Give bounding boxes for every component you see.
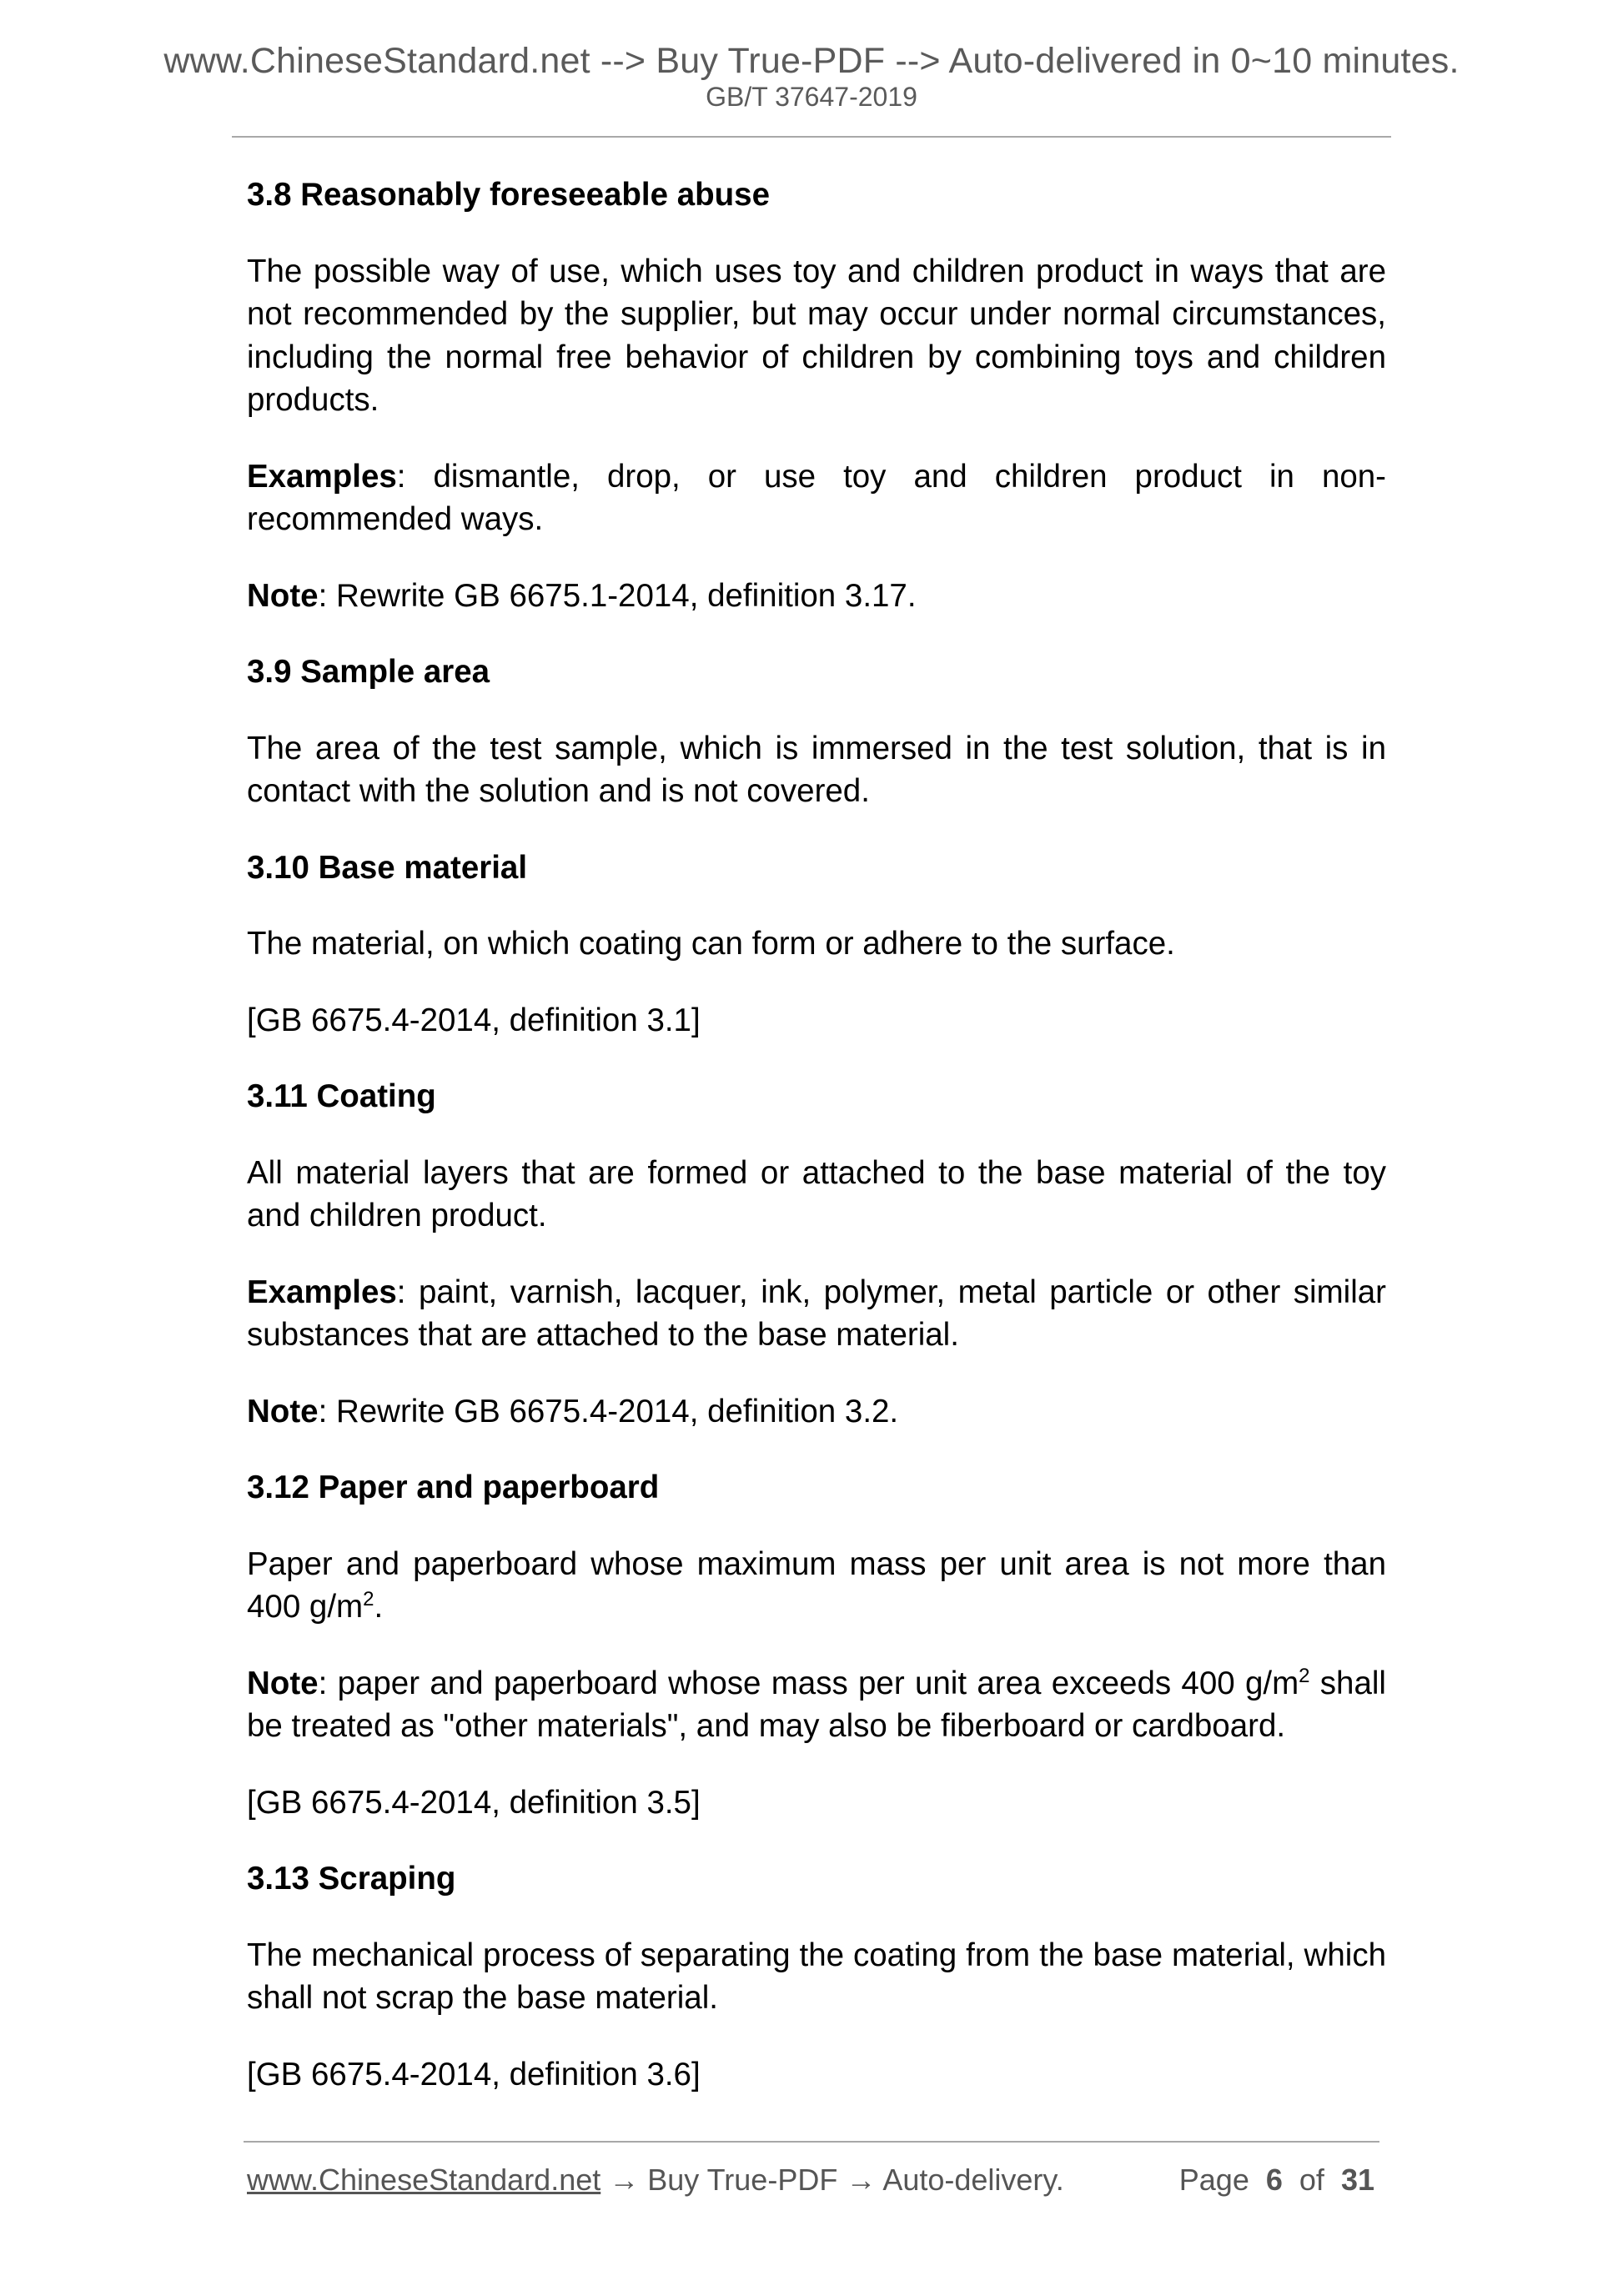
note-label: Note: [247, 577, 319, 614]
note-3-8: [247, 575, 1386, 618]
examples-3-11: [247, 1271, 1386, 1357]
section-heading-3-9: 3.9 Sample area: [247, 654, 490, 690]
note-label: Note: [247, 1393, 319, 1429]
note-text: : Rewrite GB 6675.1-2014, definition 3.17.: [318, 577, 917, 614]
footer-link[interactable]: www.ChineseStandard.net: [247, 2163, 601, 2197]
section-heading-3-8: 3.8 Reasonably foreseeable abuse: [247, 177, 770, 213]
examples-3-8: [247, 455, 1386, 541]
footer-left: [247, 2162, 1064, 2198]
reference-3-10: [GB 6675.4-2014, definition 3.1]: [247, 1002, 701, 1038]
section-heading-3-13: 3.13 Scraping: [247, 1861, 456, 1897]
page-label: Page: [1178, 2163, 1249, 2197]
definition-3-8: The possible way of use, which uses toy and children product in ways that are not recommended by the supplier, but may occur under normal circumstances, including the normal free behavior of children by combining toys and children products.: [247, 253, 1386, 418]
definition-text: Paper and paperboard whose maximum mass per unit area is not more than 400 g/m: [247, 1545, 1386, 1625]
page-indicator: [1179, 2162, 1374, 2198]
note-text-end: shall be treated as "other materials", and may also be fiberboard or cardboard.: [247, 1665, 1386, 1744]
header-divider: [232, 136, 1391, 138]
footer-trail: → Buy True-PDF → Auto-delivery.: [600, 2163, 1064, 2197]
reference-3-13: [GB 6675.4-2014, definition 3.6]: [247, 2056, 701, 2093]
document-body: [247, 173, 1386, 2129]
definition-3-10: The material, on which coating can form or adhere to the surface.: [247, 926, 1175, 962]
total-pages: 31: [1340, 2163, 1374, 2197]
examples-label: Examples: [247, 1274, 397, 1310]
section-heading-3-12: 3.12 Paper and paperboard: [247, 1470, 660, 1505]
section-heading-3-10: 3.10 Base material: [247, 849, 528, 886]
of-label: of: [1299, 2163, 1324, 2197]
definition-3-11: All material layers that are formed or attached to the base material of the toy and children product.: [247, 1154, 1386, 1233]
definition-end: .: [374, 1589, 384, 1625]
page-number: 6: [1265, 2163, 1283, 2197]
section-heading-3-11: 3.11 Coating: [247, 1078, 436, 1114]
footer-divider: [244, 2141, 1379, 2143]
examples-text: : paint, varnish, lacquer, ink, polymer, metal particle or other similar substances that are attached to the base material.: [247, 1274, 1386, 1353]
note-3-11: [247, 1390, 1386, 1434]
examples-label: Examples: [247, 458, 397, 495]
superscript: 2: [1299, 1664, 1310, 1687]
reference-3-12: [GB 6675.4-2014, definition 3.5]: [247, 1784, 701, 1821]
standard-code: GB/T 37647-2019: [706, 82, 917, 112]
definition-3-12: [247, 1543, 1386, 1629]
examples-text: : dismantle, drop, or use toy and children product in non-recommended ways.: [247, 458, 1386, 537]
note-label: Note: [247, 1665, 319, 1701]
definition-3-9: The area of the test sample, which is immersed in the test solution, that is in contact with the solution and is not covered.: [247, 730, 1386, 809]
top-banner-link[interactable]: www.ChineseStandard.net --> Buy True-PDF --> Auto-delivered in 0~10 minutes.: [163, 41, 1460, 81]
definition-3-13: The mechanical process of separating the coating from the base material, which shall not scrap the base material.: [247, 1937, 1386, 2016]
note-text: : paper and paperboard whose mass per unit area exceeds 400 g/m: [318, 1665, 1299, 1701]
superscript: 2: [363, 1588, 374, 1611]
note-3-12: [247, 1662, 1386, 1748]
note-text: : Rewrite GB 6675.4-2014, definition 3.2.: [318, 1393, 899, 1429]
